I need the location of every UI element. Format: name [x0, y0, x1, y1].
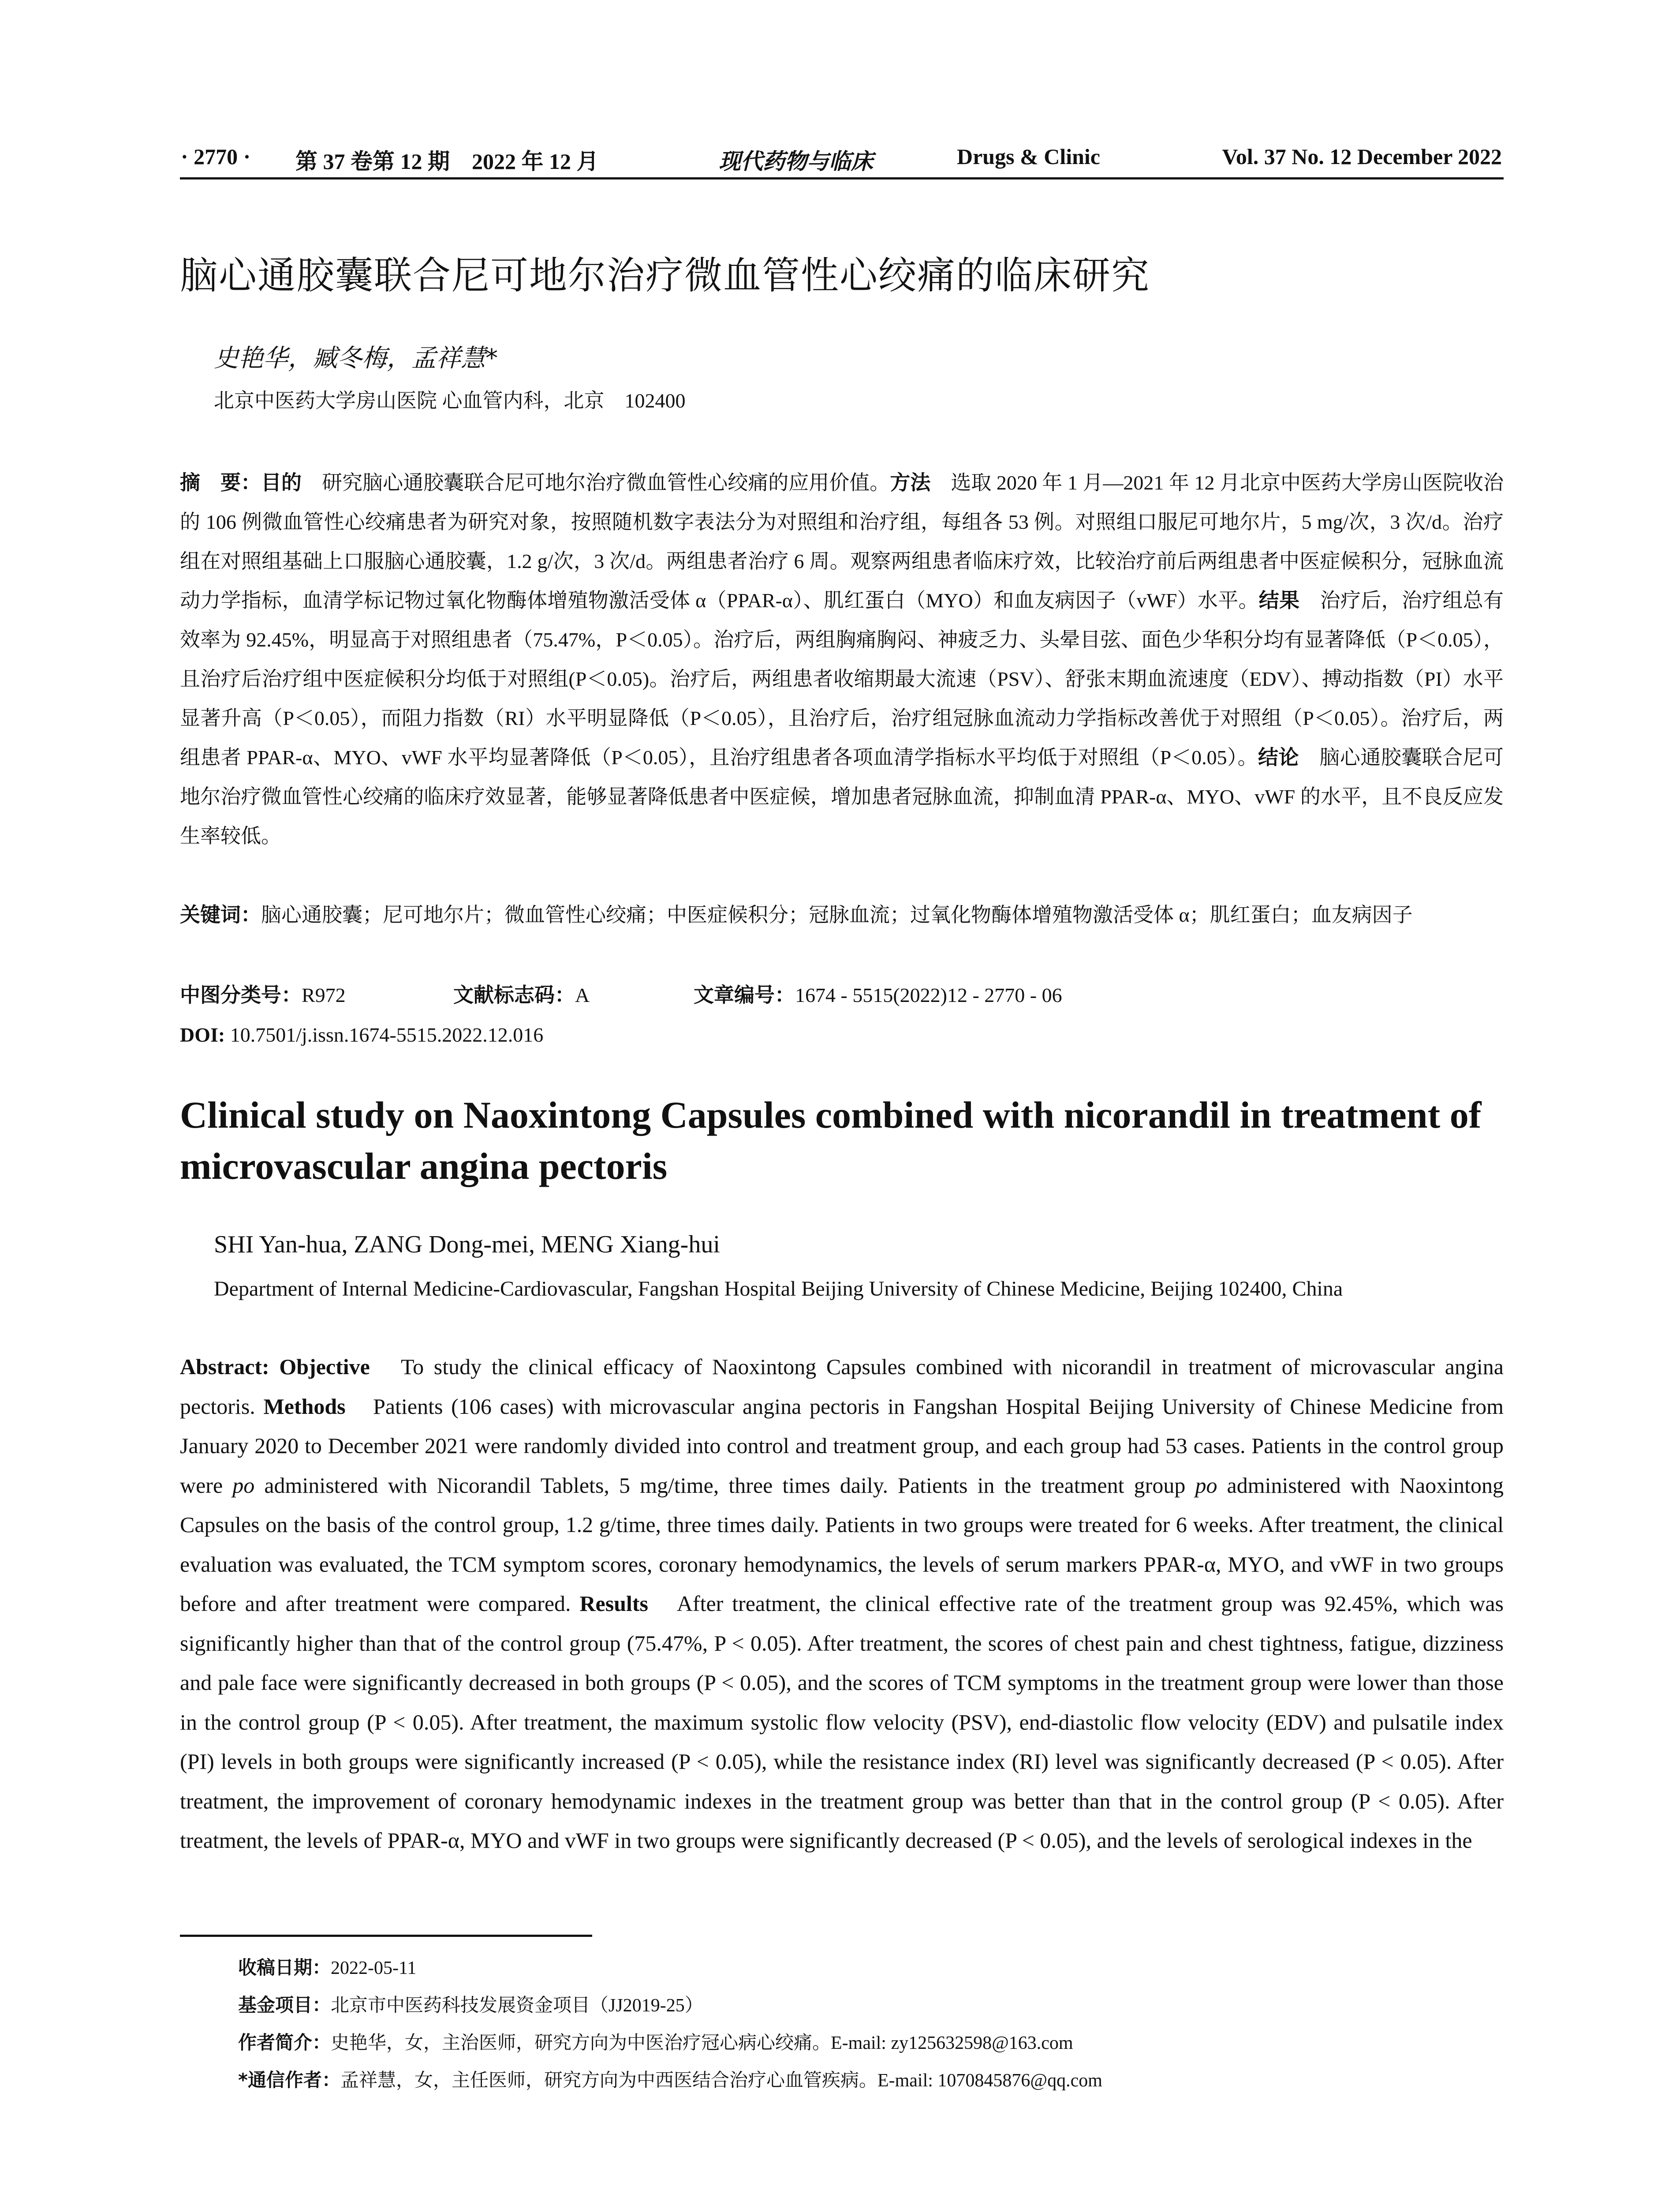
affiliation-cn: 北京中医药大学房山医院 心血管内科，北京 102400 — [214, 389, 686, 412]
class-label: 中图分类号： — [180, 983, 302, 1007]
footnote-funding: 基金项目：北京市中医药科技发展资金项目（JJ2019-25） — [238, 1994, 703, 2016]
po-abbrev: po — [1195, 1472, 1217, 1498]
article-title-en: Clinical study on Naoxintong Capsules combined with nicorandil in treatment of microvascular angina pectoris — [180, 1094, 1482, 1187]
journal-name-en: Drugs & Clinic — [957, 144, 1100, 169]
doc-code-value: A — [575, 984, 590, 1006]
running-header — [180, 140, 1504, 179]
objective-text-en: To study the clinical efficacy of Naoxintong Capsules combined with nicorandil in treatment of microvascular angina pectoris. — [180, 1354, 1504, 1419]
keywords-text-cn: 脑心通胶囊；尼可地尔片；微血管性心绞痛；中医症候积分；冠脉血流；过氧化物酶体增殖物激活受体 α；肌红蛋白；血友病因子 — [261, 904, 1413, 926]
article-title-cn: 脑心通胶囊联合尼可地尔治疗微血管性心绞痛的临床研究 — [180, 254, 1150, 298]
article-no-label: 文章编号： — [694, 983, 795, 1007]
issue-info-cn: 第 37 卷第 12 期 2022 年 12 月 — [295, 149, 599, 174]
keywords-cn — [180, 895, 1504, 934]
methods-label-cn: 方法 — [890, 471, 931, 494]
affiliation-en: Department of Internal Medicine-Cardiovascular, Fangshan Hospital Beijing University of Chinese Medicine, Beijing 102400, China — [214, 1277, 1343, 1301]
conclusion-label-cn: 结论 — [1258, 745, 1299, 769]
objective-text-cn: 研究脑心通胶囊联合尼可地尔治疗微血管性心绞痛的应用价值。 — [302, 471, 890, 494]
authors-en: SHI Yan-hua, ZANG Dong-mei, MENG Xiang-hui — [214, 1231, 720, 1258]
footnote-author-bio: 作者简介：史艳华，女，主治医师，研究方向为中医治疗冠心病心绞痛。E-mail: zy125632598@163.com — [238, 2032, 1073, 2053]
class-value: R972 — [302, 984, 346, 1006]
objective-label-en: Objective — [279, 1354, 370, 1379]
page-number: · 2770 · — [181, 144, 251, 169]
footnote-corresponding: *通信作者：孟祥慧，女，主任医师，研究方向为中西医结合治疗心血管疾病。E-mail: 1070845876@qq.com — [238, 2069, 1102, 2091]
results-label-cn: 结果 — [1258, 588, 1300, 612]
doc-code-label: 文献标志码： — [453, 983, 575, 1007]
authors-cn: 史艳华，臧冬梅，孟祥慧* — [214, 344, 498, 373]
methods-label-en: Methods — [263, 1394, 346, 1419]
conclusion-text-cn: 脑心通胶囊联合尼可地尔治疗微血管性心绞痛的临床疗效显著，能够显著降低患者中医症候，增加患者冠脉血流，抑制血清 PPAR-α、MYO、vWF 的水平，且不良反应发生率较低。 — [180, 746, 1504, 847]
doi-line — [180, 1015, 1504, 1054]
methods-text-en-1: Patients (106 cases) with microvascular angina pectoris in Fangshan Hospital Beijing University of Chinese Medicine from January 2020 to December 2021 were randomly divided into control and treatment group, and each group had 53 cases. Patients in the control group were — [180, 1394, 1504, 1498]
keywords-label-cn: 关键词： — [180, 903, 261, 927]
classification-line — [180, 975, 1504, 1015]
issue-info-en: Vol. 37 No. 12 December 2022 — [1222, 144, 1502, 169]
footnotes — [238, 1949, 1517, 2099]
article-no-value: 1674 - 5515(2022)12 - 2770 - 06 — [795, 984, 1062, 1006]
po-abbrev: po — [232, 1472, 255, 1498]
methods-text-en-2: administered with Nicorandil Tablets, 5 mg/time, three times daily. Patients in the treatment group — [254, 1472, 1195, 1498]
results-text-en: After treatment, the clinical effective rate of the treatment group was 92.45%, which was significantly higher than that of the control group (75.47%, P < 0.05). After treatment, the scores of chest pain and chest tightness, fatigue, dizziness and pale face were significantly decreased in both groups (P < 0.05), and the scores of TCM symptoms in the treatment group were lower than those in the control group (P < 0.05). After treatment, the maximum systolic flow velocity (PSV), end-diastolic flow velocity (EDV) and pulsatile index (PI) levels in both groups were significantly increased (P < 0.05), while the resistance index (RI) level was significantly decreased (P < 0.05). After treatment, the improvement of coronary hemodynamic indexes in the treatment group was better than that in the control group (P < 0.05). After treatment, the levels of PPAR-α, MYO and vWF in two groups were significantly decreased (P < 0.05), and the levels of serological indexes in the — [180, 1591, 1504, 1853]
journal-name-cn: 现代药物与临床 — [719, 149, 873, 174]
abstract-label-en: Abstract: — [180, 1354, 269, 1379]
methods-text-cn: 选取 2020 年 1 月—2021 年 12 月北京中医药大学房山医院收治的 106 例微血管性心绞痛患者为研究对象，按照随机数字表法分为对照组和治疗组，每组各 53 例。对照组口服尼可地尔片，5 mg/次，3 次/d。治疗组在对照组基础上口服脑心通胶囊，1.2 g/次，3 次/d。两组患者治疗 6 周。观察两组患者临床疗效，比较治疗前后两组患者中医症候积分，冠脉血流动力学指标，血清学标记物过氧化物酶体增殖物激活受体 α（PPAR-α）、肌红蛋白（MYO）和血友病因子（vWF）水平。 — [180, 471, 1504, 612]
footnote-received: 收稿日期：2022-05-11 — [238, 1957, 417, 1978]
doi-label: DOI: — [180, 1024, 225, 1046]
abstract-label-cn: 摘 要： — [180, 471, 261, 494]
results-text-cn: 治疗后，治疗组总有效率为 92.45%，明显高于对照组患者（75.47%，P＜0.05）。治疗后，两组胸痛胸闷、神疲乏力、头晕目弦、面色少华积分均有显著降低（P＜0.05），且治疗后治疗组中医症候积分均低于对照组(P＜0.05)。治疗后，两组患者收缩期最大流速（PSV）、舒张末期血流速度（EDV）、搏动指数（PI）水平显著升高（P＜0.05），而阻力指数（RI）水平明显降低（P＜0.05），且治疗后，治疗组冠脉血流动力学指标改善优于对照组（P＜0.05）。治疗后，两组患者 PPAR-α、MYO、vWF 水平均显著降低（P＜0.05），且治疗组患者各项血清学指标水平均低于对照组（P＜0.05）。 — [180, 589, 1504, 769]
objective-label-cn: 目的 — [261, 471, 302, 494]
doi-value: 10.7501/j.issn.1674-5515.2022.12.016 — [225, 1024, 544, 1046]
footnote-divider — [180, 1935, 592, 1937]
methods-text-en-3: administered with Naoxintong Capsules on the basis of the control group, 1.2 g/time, three times daily. Patients in two groups were treated for 6 weeks. After treatment, the clinical evaluation was evaluated, the TCM symptom scores, coronary hemodynamics, the levels of serum markers PPAR-α, MYO, and vWF in two groups before and after treatment were compared. — [180, 1472, 1504, 1616]
abstract-cn — [180, 463, 1504, 856]
results-label-en: Results — [579, 1591, 649, 1616]
abstract-en — [180, 1347, 1504, 1861]
